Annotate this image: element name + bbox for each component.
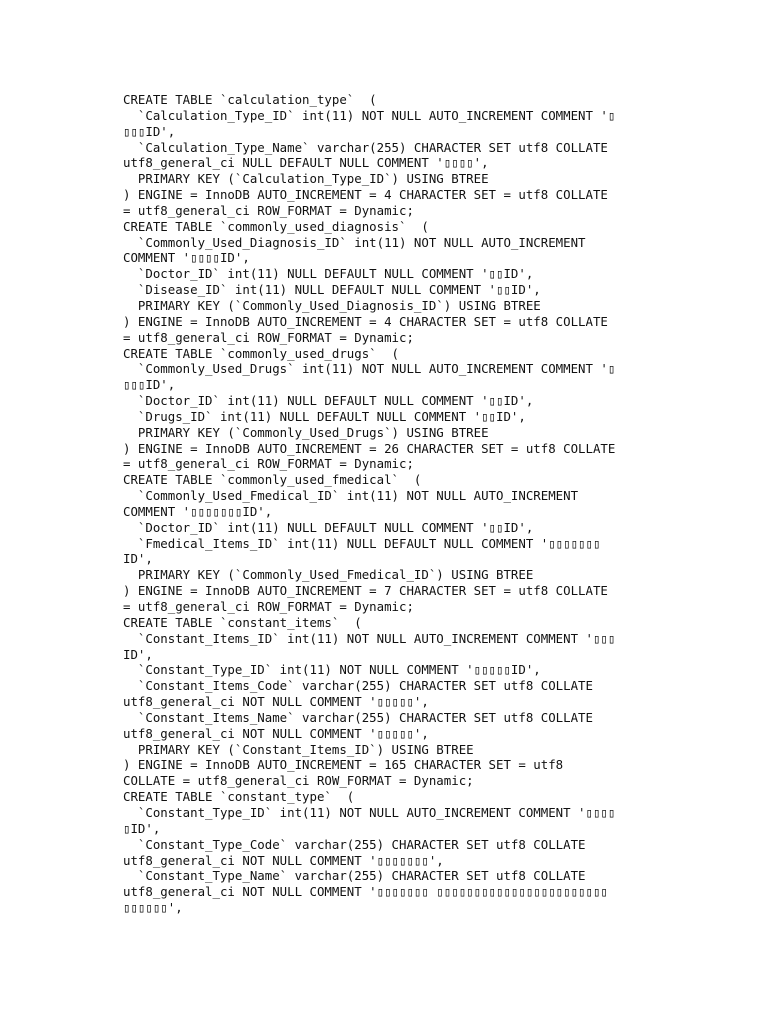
- code-line: ) ENGINE = InnoDB AUTO_INCREMENT = 4 CHARACTER SET = utf8 COLLATE: [123, 313, 608, 329]
- code-line: CREATE TABLE `calculation_type` (: [123, 92, 377, 107]
- code-line: `Doctor_ID` int(11) NULL DEFAULT NULL COMMENT '▯▯ID',: [123, 519, 534, 535]
- code-line: ) ENGINE = InnoDB AUTO_INCREMENT = 165 CHARACTER SET = utf8: [123, 757, 564, 773]
- code-line: `Commonly_Used_Diagnosis_ID` int(11) NOT NULL AUTO_INCREMENT: [123, 234, 586, 250]
- code-line: ID',: [123, 646, 153, 662]
- code-line: CREATE TABLE `commonly_used_fmedical` (: [123, 472, 422, 488]
- code-line: ID',: [123, 551, 153, 567]
- code-line: utf8_general_ci NOT NULL COMMENT '▯▯▯▯▯▯▯',: [123, 852, 444, 868]
- code-line: `Commonly_Used_Fmedical_ID` int(11) NOT NULL AUTO_INCREMENT: [123, 488, 579, 504]
- code-line: CREATE TABLE `constant_items` (: [123, 614, 362, 630]
- code-line: ) ENGINE = InnoDB AUTO_INCREMENT = 4 CHARACTER SET = utf8 COLLATE: [123, 187, 608, 203]
- code-line: `Constant_Items_Code` varchar(255) CHARACTER SET utf8 COLLATE: [123, 678, 593, 694]
- code-line: `Disease_ID` int(11) NULL DEFAULT NULL COMMENT '▯▯ID',: [123, 282, 541, 298]
- code-line: PRIMARY KEY (`Constant_Items_ID`) USING BTREE: [123, 741, 474, 757]
- code-line: PRIMARY KEY (`Commonly_Used_Diagnosis_ID`) USING BTREE: [123, 297, 541, 313]
- code-line: `Doctor_ID` int(11) NULL DEFAULT NULL COMMENT '▯▯ID',: [123, 393, 534, 409]
- code-line: CREATE TABLE `constant_type` (: [123, 789, 355, 805]
- code-line: COMMENT '▯▯▯▯ID',: [123, 250, 250, 266]
- code-line: utf8_general_ci NOT NULL COMMENT '▯▯▯▯▯',: [123, 694, 429, 710]
- code-line: COMMENT '▯▯▯▯▯▯▯ID',: [123, 503, 273, 519]
- code-line: utf8_general_ci NOT NULL COMMENT '▯▯▯▯▯▯▯ ▯▯▯▯▯▯▯▯▯▯▯▯▯▯▯▯▯▯▯▯▯▯▯: [123, 884, 608, 900]
- code-line: ▯▯▯ID',: [123, 377, 176, 393]
- code-line: COLLATE = utf8_general_ci ROW_FORMAT = Dynamic;: [123, 773, 474, 789]
- sql-code-block: [123, 92, 653, 916]
- code-line: ▯ID',: [123, 820, 161, 836]
- code-line: `Calculation_Type_ID` int(11) NOT NULL AUTO_INCREMENT COMMENT '▯: [123, 107, 616, 123]
- code-line: `Constant_Type_Name` varchar(255) CHARACTER SET utf8 COLLATE: [123, 868, 586, 884]
- code-line: CREATE TABLE `commonly_used_drugs` (: [123, 345, 400, 361]
- code-line: ) ENGINE = InnoDB AUTO_INCREMENT = 26 CHARACTER SET = utf8 COLLATE: [123, 440, 616, 456]
- code-line: = utf8_general_ci ROW_FORMAT = Dynamic;: [123, 456, 414, 472]
- code-line: PRIMARY KEY (`Commonly_Used_Drugs`) USING BTREE: [123, 424, 489, 440]
- code-line: utf8_general_ci NOT NULL COMMENT '▯▯▯▯▯',: [123, 725, 429, 741]
- code-line: `Constant_Type_Code` varchar(255) CHARACTER SET utf8 COLLATE: [123, 836, 586, 852]
- code-line: `Doctor_ID` int(11) NULL DEFAULT NULL COMMENT '▯▯ID',: [123, 266, 534, 282]
- code-line: PRIMARY KEY (`Commonly_Used_Fmedical_ID`) USING BTREE: [123, 567, 534, 583]
- code-line: `Constant_Items_Name` varchar(255) CHARACTER SET utf8 COLLATE: [123, 709, 593, 725]
- code-line: ▯▯▯▯▯▯',: [123, 900, 183, 916]
- code-line: ) ENGINE = InnoDB AUTO_INCREMENT = 7 CHARACTER SET = utf8 COLLATE: [123, 583, 608, 599]
- code-line: utf8_general_ci NULL DEFAULT NULL COMMENT '▯▯▯▯',: [123, 155, 489, 171]
- code-line: `Constant_Type_ID` int(11) NOT NULL AUTO_INCREMENT COMMENT '▯▯▯▯: [123, 804, 616, 820]
- code-line: PRIMARY KEY (`Calculation_Type_ID`) USING BTREE: [123, 171, 489, 187]
- code-line: `Constant_Items_ID` int(11) NOT NULL AUTO_INCREMENT COMMENT '▯▯▯: [123, 630, 616, 646]
- code-line: CREATE TABLE `commonly_used_diagnosis` (: [123, 218, 429, 234]
- code-line: ▯▯▯ID',: [123, 123, 176, 139]
- code-line: = utf8_general_ci ROW_FORMAT = Dynamic;: [123, 599, 414, 614]
- code-line: `Calculation_Type_Name` varchar(255) CHARACTER SET utf8 COLLATE: [123, 139, 608, 155]
- code-line: `Fmedical_Items_ID` int(11) NULL DEFAULT NULL COMMENT '▯▯▯▯▯▯▯: [123, 535, 601, 551]
- code-line: `Commonly_Used_Drugs` int(11) NOT NULL AUTO_INCREMENT COMMENT '▯: [123, 361, 616, 377]
- code-line: `Drugs_ID` int(11) NULL DEFAULT NULL COMMENT '▯▯ID',: [123, 408, 526, 424]
- code-line: = utf8_general_ci ROW_FORMAT = Dynamic;: [123, 329, 414, 345]
- code-line: `Constant_Type_ID` int(11) NOT NULL COMMENT '▯▯▯▯▯ID',: [123, 662, 541, 678]
- code-line: = utf8_general_ci ROW_FORMAT = Dynamic;: [123, 202, 414, 218]
